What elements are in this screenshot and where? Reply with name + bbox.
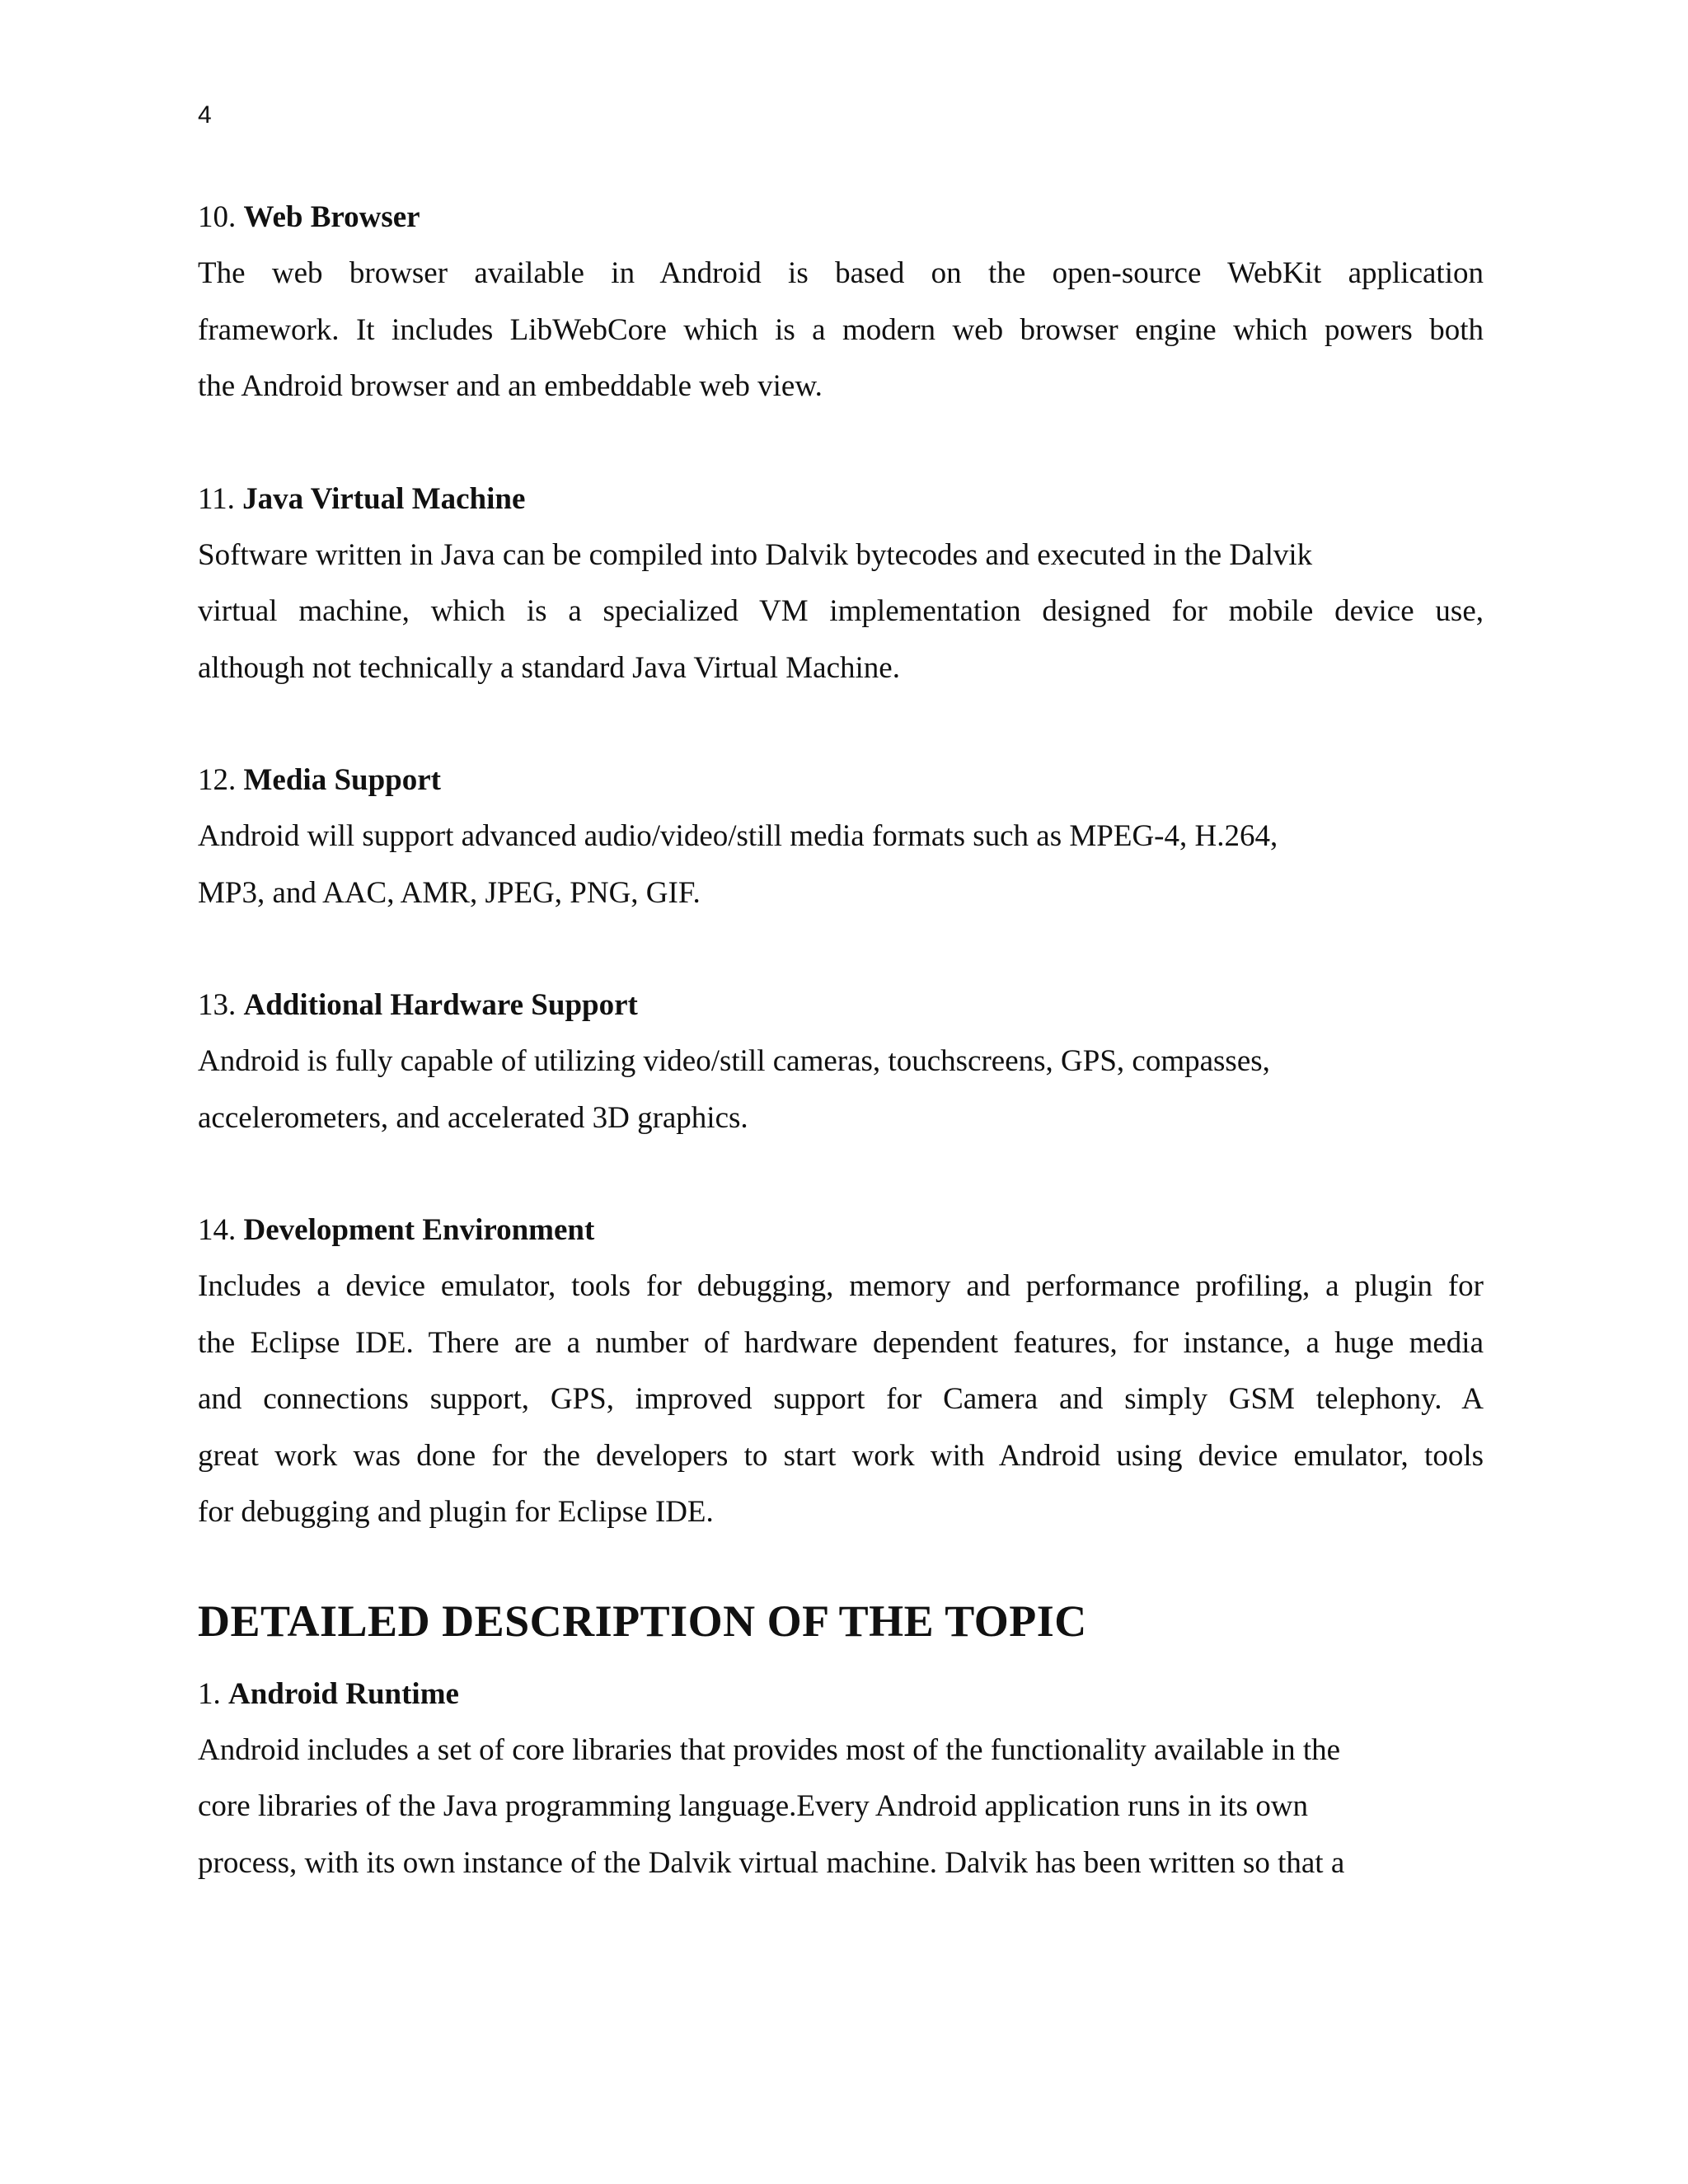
paragraph-line: process, with its own instance of the Dalvik virtual machine. Dalvik has been written so that a bbox=[198, 1845, 1345, 1880]
paragraph-line: MP3, and AAC, AMR, JPEG, PNG, GIF. bbox=[198, 875, 701, 910]
section-number: 14. bbox=[198, 1213, 237, 1247]
section-heading bbox=[198, 752, 1484, 808]
section-java-virtual-machine bbox=[198, 471, 1484, 697]
page-number: 4 bbox=[198, 101, 212, 129]
paragraph-line: Android will support advanced audio/video/still media formats such as MPEG-4, H.264, bbox=[198, 819, 1278, 853]
section-title: Development Environment bbox=[243, 1213, 595, 1247]
section-development-environment bbox=[198, 1202, 1484, 1541]
paragraph-line: for debugging and plugin for Eclipse IDE. bbox=[198, 1495, 714, 1529]
paragraph-line: great work was done for the developers to start work with Android using device emulator, tools bbox=[198, 1438, 1484, 1473]
section-heading bbox=[198, 471, 1484, 527]
paragraph-line: Android includes a set of core libraries that provides most of the functionality available in the bbox=[198, 1732, 1341, 1767]
section-heading bbox=[198, 977, 1484, 1033]
paragraph-line: virtual machine, which is a specialized VM implementation designed for mobile device use, bbox=[198, 594, 1484, 628]
section-number: 11. bbox=[198, 481, 235, 516]
paragraph-line: core libraries of the Java programming language.Every Android application runs in its own bbox=[198, 1789, 1309, 1823]
section-number: 12. bbox=[198, 763, 237, 797]
section-paragraph bbox=[198, 1033, 1484, 1146]
document-body bbox=[198, 190, 1484, 1891]
paragraph-line: and connections support, GPS, improved support for Camera and simply GSM telephony. A bbox=[198, 1382, 1484, 1416]
section-title: Media Support bbox=[243, 763, 442, 797]
section-title: Web Browser bbox=[243, 200, 420, 234]
paragraph-line: accelerometers, and accelerated 3D graphics. bbox=[198, 1100, 748, 1135]
section-number: 13. bbox=[198, 988, 237, 1022]
section-title: Android Runtime bbox=[228, 1676, 459, 1711]
section-number: 10. bbox=[198, 200, 237, 234]
section-number: 1. bbox=[198, 1676, 221, 1711]
section-title: Additional Hardware Support bbox=[243, 988, 638, 1022]
section-heading bbox=[198, 1202, 1484, 1258]
paragraph-line: Includes a device emulator, tools for debugging, memory and performance profiling, a plugin for bbox=[198, 1269, 1484, 1303]
paragraph-line: the Eclipse IDE. There are a number of hardware dependent features, for instance, a huge media bbox=[198, 1325, 1484, 1360]
paragraph-line: framework. It includes LibWebCore which is a modern web browser engine which powers both bbox=[198, 312, 1484, 347]
paragraph-line: The web browser available in Android is based on the open-source WebKit application bbox=[198, 256, 1484, 290]
section-media-support bbox=[198, 752, 1484, 921]
section-paragraph bbox=[198, 1722, 1484, 1892]
section-paragraph bbox=[198, 1258, 1484, 1541]
section-paragraph bbox=[198, 527, 1484, 697]
section-heading bbox=[198, 190, 1484, 246]
paragraph-line: Android is fully capable of utilizing video/still cameras, touchscreens, GPS, compasses, bbox=[198, 1044, 1270, 1078]
section-additional-hardware-support bbox=[198, 977, 1484, 1146]
section-android-runtime bbox=[198, 1666, 1484, 1892]
section-heading bbox=[198, 1666, 1484, 1722]
paragraph-line: Software written in Java can be compiled into Dalvik bytecodes and executed in the Dalvik bbox=[198, 537, 1313, 572]
paragraph-line: the Android browser and an embeddable web view. bbox=[198, 369, 823, 403]
main-heading: DETAILED DESCRIPTION OF THE TOPIC bbox=[198, 1596, 1087, 1646]
section-web-browser bbox=[198, 190, 1484, 415]
section-paragraph bbox=[198, 246, 1484, 415]
section-title: Java Virtual Machine bbox=[242, 481, 526, 516]
section-paragraph bbox=[198, 808, 1484, 921]
paragraph-line: although not technically a standard Java Virtual Machine. bbox=[198, 650, 900, 685]
